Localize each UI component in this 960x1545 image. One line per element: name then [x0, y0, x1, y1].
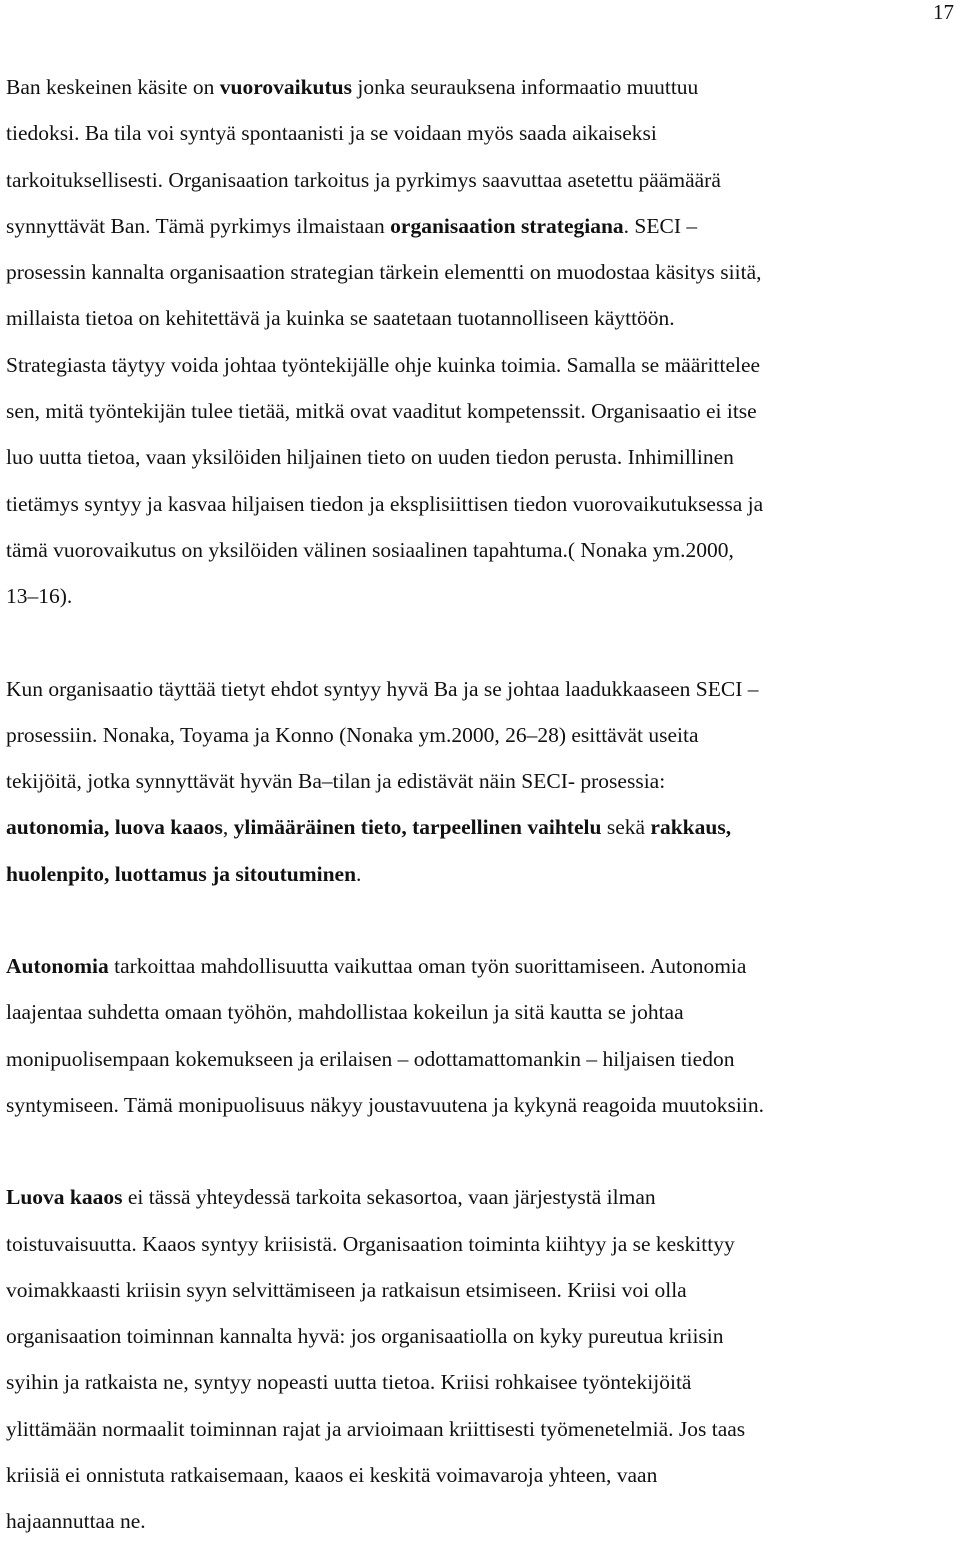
text-line [6, 388, 956, 434]
text-line [6, 1452, 956, 1498]
text-line [6, 712, 956, 758]
text-run: tietämys syntyy ja kasvaa hiljaisen tiedon ja eksplisiittisen tiedon vuorovaikutuksessa ja [6, 491, 764, 516]
text-run: toistuvaisuutta. Kaaos syntyy kriisistä. Organisaation toiminta kiihtyy ja se keskittyy [6, 1231, 735, 1256]
text-line [6, 1221, 956, 1267]
text-run: jonka seurauksena informaatio muuttuu [352, 75, 699, 99]
text-line [6, 851, 956, 897]
paragraph [6, 666, 956, 897]
text-run: prosessin kannalta organisaation strategian tärkein elementti on muodostaa käsitys siitä, [6, 260, 762, 285]
text-run: tämä vuorovaikutus on yksilöiden välinen sosiaalinen tapahtuma.( Nonaka ym.2000, [6, 537, 734, 562]
text-run: tiedoksi. Ba tila voi syntyä spontaanisti ja se voidaan myös saada aikaiseksi [6, 121, 657, 146]
text-run: kriisiä ei onnistuta ratkaisemaan, kaaos ei keskitä voimavaroja yhteen, vaan [6, 1463, 658, 1488]
document-body [6, 64, 956, 1545]
text-line [6, 758, 956, 804]
text-run: millaista tietoa on kehitettävä ja kuinka se saatetaan tuotannolliseen käyttöön. [6, 306, 675, 331]
text-line [6, 110, 956, 156]
text-run: organisaation toiminnan kannalta hyvä: jos organisaatiolla on kyky pureutua kriisin [6, 1324, 724, 1349]
paragraph-gap [6, 620, 956, 666]
text-line [6, 203, 956, 249]
text-run: syntymiseen. Tämä monipuolisuus näkyy joustavuutena ja kykynä reagoida muutoksiin. [6, 1092, 764, 1117]
page-number: 17 [933, 0, 954, 24]
text-run: hajaannuttaa ne. [6, 1509, 146, 1534]
text-run: tarkoituksellisesti. Organisaation tarkoitus ja pyrkimys saavuttaa asetettu päämäärä [6, 167, 721, 192]
text-run: , [222, 815, 234, 840]
text-line [6, 989, 956, 1035]
text-line [6, 1174, 956, 1220]
text-run: prosessiin. Nonaka, Toyama ja Konno (Nonaka ym.2000, 26–28) esittävät useita [6, 722, 699, 747]
text-run: ylittämään normaalit toiminnan rajat ja arvioimaan kriittisesti työmenetelmiä. Jos taas [6, 1416, 746, 1441]
paragraph-gap [6, 897, 956, 943]
text-line [6, 342, 956, 388]
text-line [6, 666, 956, 712]
paragraph [6, 64, 956, 620]
text-line [6, 527, 956, 573]
text-line [6, 157, 956, 203]
text-run: Kun organisaatio täyttää tietyt ehdot syntyy hyvä Ba ja se johtaa laadukkaaseen SECI – [6, 676, 759, 701]
text-run: Strategiasta täytyy voida johtaa työntekijälle ohje kuinka toimia. Samalla se määrittelee [6, 352, 761, 377]
bold-term: vuorovaikutus [219, 75, 352, 99]
bold-term: Autonomia [6, 954, 109, 979]
text-run: synnyttävät Ban. Tämä pyrkimys ilmaistaan [6, 213, 391, 238]
bold-term: organisaation strategiana [390, 213, 624, 238]
text-line [6, 943, 956, 989]
text-line [6, 804, 956, 850]
text-run: monipuolisempaan kokemukseen ja erilaisen – odottamattomankin – hiljaisen tiedon [6, 1046, 735, 1071]
bold-term: rakkaus, [650, 815, 732, 840]
bold-term: autonomia, luova kaaos [6, 815, 223, 840]
text-run: laajentaa suhdetta omaan työhön, mahdollistaa kokeilun ja sitä kautta se johtaa [6, 1000, 684, 1025]
text-line [6, 64, 956, 110]
text-line [6, 1359, 956, 1405]
text-line [6, 1267, 956, 1313]
paragraph-gap [6, 1128, 956, 1174]
text-line [6, 1036, 956, 1082]
text-run: ei tässä yhteydessä tarkoita sekasortoa, vaan järjestystä ilman [122, 1185, 656, 1210]
text-line [6, 434, 956, 480]
text-line [6, 1406, 956, 1452]
paragraph [6, 943, 956, 1128]
text-line [6, 573, 956, 619]
text-line [6, 1498, 956, 1544]
text-run: sekä [601, 815, 651, 840]
text-line [6, 1313, 956, 1359]
text-run: syihin ja ratkaista ne, syntyy nopeasti uutta tietoa. Kriisi rohkaisee työntekijöitä [6, 1370, 692, 1395]
text-run: Ban keskeinen käsite on [6, 75, 220, 99]
text-run: . [356, 861, 362, 886]
text-line [6, 249, 956, 295]
text-line [6, 1082, 956, 1128]
text-run: . SECI – [623, 213, 698, 238]
bold-term: huolenpito, luottamus ja sitoutuminen [6, 861, 357, 886]
text-run: 13–16). [6, 584, 73, 609]
paragraph [6, 1174, 956, 1544]
bold-term: Luova kaaos [6, 1185, 123, 1210]
text-run: tarkoittaa mahdollisuutta vaikuttaa oman työn suorittamiseen. Autonomia [108, 954, 747, 979]
text-run: voimakkaasti kriisin syyn selvittämiseen ja ratkaisun etsimiseen. Kriisi voi olla [6, 1277, 687, 1302]
text-run: tekijöitä, jotka synnyttävät hyvän Ba–tilan ja edistävät näin SECI- prosessia: [6, 769, 666, 794]
text-line [6, 295, 956, 341]
bold-term: ylimääräinen tieto, tarpeellinen vaihtelu [233, 815, 602, 840]
text-run: luo uutta tietoa, vaan yksilöiden hiljainen tieto on uuden tiedon perusta. Inhimillinen [6, 445, 734, 470]
text-line [6, 481, 956, 527]
text-run: sen, mitä työntekijän tulee tietää, mitkä ovat vaaditut kompetenssit. Organisaatio ei itse [6, 399, 757, 424]
